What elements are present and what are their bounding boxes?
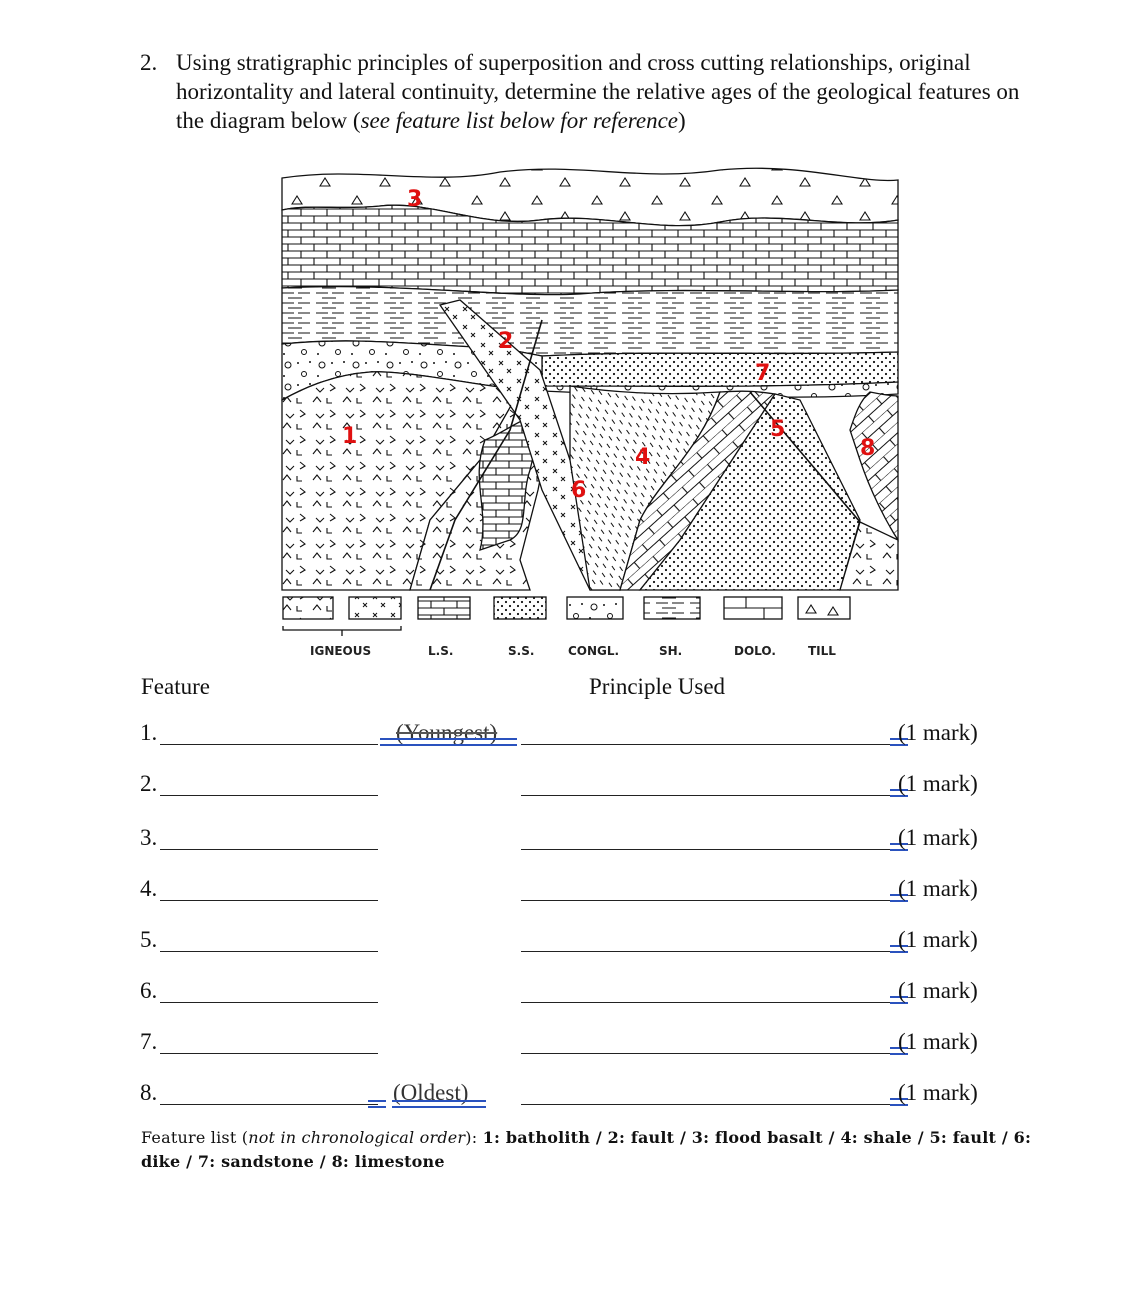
- row-number: 5.: [140, 927, 158, 952]
- marker-4: 4: [635, 445, 651, 470]
- principle-answer-blank[interactable]: [521, 900, 891, 901]
- legend-swatch-igneous-2: [349, 597, 401, 619]
- answer-row: [140, 1080, 1020, 1110]
- answer-row: [140, 978, 1020, 1008]
- youngest-label: (Youngest): [396, 720, 498, 745]
- legend-swatch-sh: [644, 597, 700, 619]
- feature-list: Feature list (not in chronological order): 1: batholith / 2: fault / 3: flood basalt / 4: shale / 5: fault / 6: dike / 7: sandstone / 8: limestone: [141, 1128, 1032, 1171]
- legend-swatch-ls: [418, 597, 470, 619]
- row-number: 1.: [140, 720, 158, 745]
- edit-mark: [380, 738, 517, 746]
- row-number: 7.: [140, 1029, 158, 1054]
- question-text: Using stratigraphic principles of superposition and cross cutting relationships, original horizontality and lateral continuity, determine the relative ages of the geological features on the diagram below (see feature list below for reference): [176, 50, 1020, 133]
- answer-row: [140, 876, 1020, 906]
- oldest-label: (Oldest): [393, 1080, 469, 1105]
- legend-swatch-congl: [567, 597, 623, 619]
- row-number: 4.: [140, 876, 158, 901]
- legend-label-dolo: DOLO.: [734, 644, 776, 658]
- answer-row: [140, 927, 1020, 957]
- answer-row: [140, 720, 1020, 750]
- principle-answer-blank[interactable]: [521, 1002, 891, 1003]
- legend-swatch-ss: [494, 597, 546, 619]
- feature-answer-blank[interactable]: [160, 1002, 378, 1003]
- legend-label-congl: CONGL.: [568, 644, 620, 658]
- row-number: 8.: [140, 1080, 158, 1105]
- legend-label-igneous: IGNEOUS: [310, 644, 372, 658]
- mark-value: (1 mark): [898, 825, 978, 850]
- marker-8: 8: [860, 436, 876, 461]
- feature-column-header: Feature: [141, 674, 210, 699]
- edit-mark: [368, 1100, 386, 1108]
- edit-mark: [392, 1100, 486, 1108]
- geology-cross-section-diagram: [280, 160, 900, 665]
- question-number: 2.: [140, 50, 158, 75]
- principle-answer-blank[interactable]: [521, 849, 891, 850]
- principle-answer-blank[interactable]: [521, 1053, 891, 1054]
- marker-6: 6: [571, 478, 587, 503]
- mark-value: (1 mark): [898, 1029, 978, 1054]
- mark-value: (1 mark): [898, 876, 978, 901]
- legend-swatch-igneous-1: [283, 597, 333, 619]
- mark-value: (1 mark): [898, 978, 978, 1003]
- legend-label-ls: L.S.: [428, 644, 454, 658]
- feature-answer-blank[interactable]: [160, 951, 378, 952]
- sandstone-layer: [542, 352, 898, 386]
- principle-answer-blank[interactable]: [521, 795, 891, 796]
- row-number: 6.: [140, 978, 158, 1003]
- legend-labels: [310, 644, 836, 658]
- legend-swatch-till: [798, 597, 850, 619]
- feature-answer-blank[interactable]: [160, 1053, 378, 1054]
- legend-label-till: TILL: [808, 644, 836, 658]
- answer-row: [140, 825, 1020, 855]
- principle-answer-blank[interactable]: [521, 1104, 891, 1105]
- feature-answer-blank[interactable]: [160, 795, 378, 796]
- mark-value: (1 mark): [898, 927, 978, 952]
- feature-answer-blank[interactable]: [160, 1104, 378, 1105]
- mark-value: (1 mark): [898, 720, 978, 745]
- mark-value: (1 mark): [898, 1080, 978, 1105]
- marker-7: 7: [755, 361, 771, 386]
- legend-igneous-bracket: [283, 626, 401, 636]
- marker-5: 5: [770, 417, 786, 442]
- feature-answer-blank[interactable]: [160, 744, 378, 745]
- legend-label-sh: SH.: [659, 644, 683, 658]
- mark-value: (1 mark): [898, 771, 978, 796]
- feature-answer-blank[interactable]: [160, 849, 378, 850]
- answer-row: [140, 1029, 1020, 1059]
- principle-answer-blank[interactable]: [521, 744, 891, 745]
- feature-answer-blank[interactable]: [160, 900, 378, 901]
- row-number: 3.: [140, 825, 158, 850]
- marker-3: 3: [407, 187, 423, 212]
- marker-2: 2: [498, 329, 514, 354]
- marker-1: 1: [342, 424, 358, 449]
- principle-column-header: Principle Used: [589, 674, 726, 699]
- legend: [283, 597, 850, 636]
- legend-label-ss: S.S.: [508, 644, 535, 658]
- answer-row: [140, 771, 1020, 801]
- principle-answer-blank[interactable]: [521, 951, 891, 952]
- row-number: 2.: [140, 771, 158, 796]
